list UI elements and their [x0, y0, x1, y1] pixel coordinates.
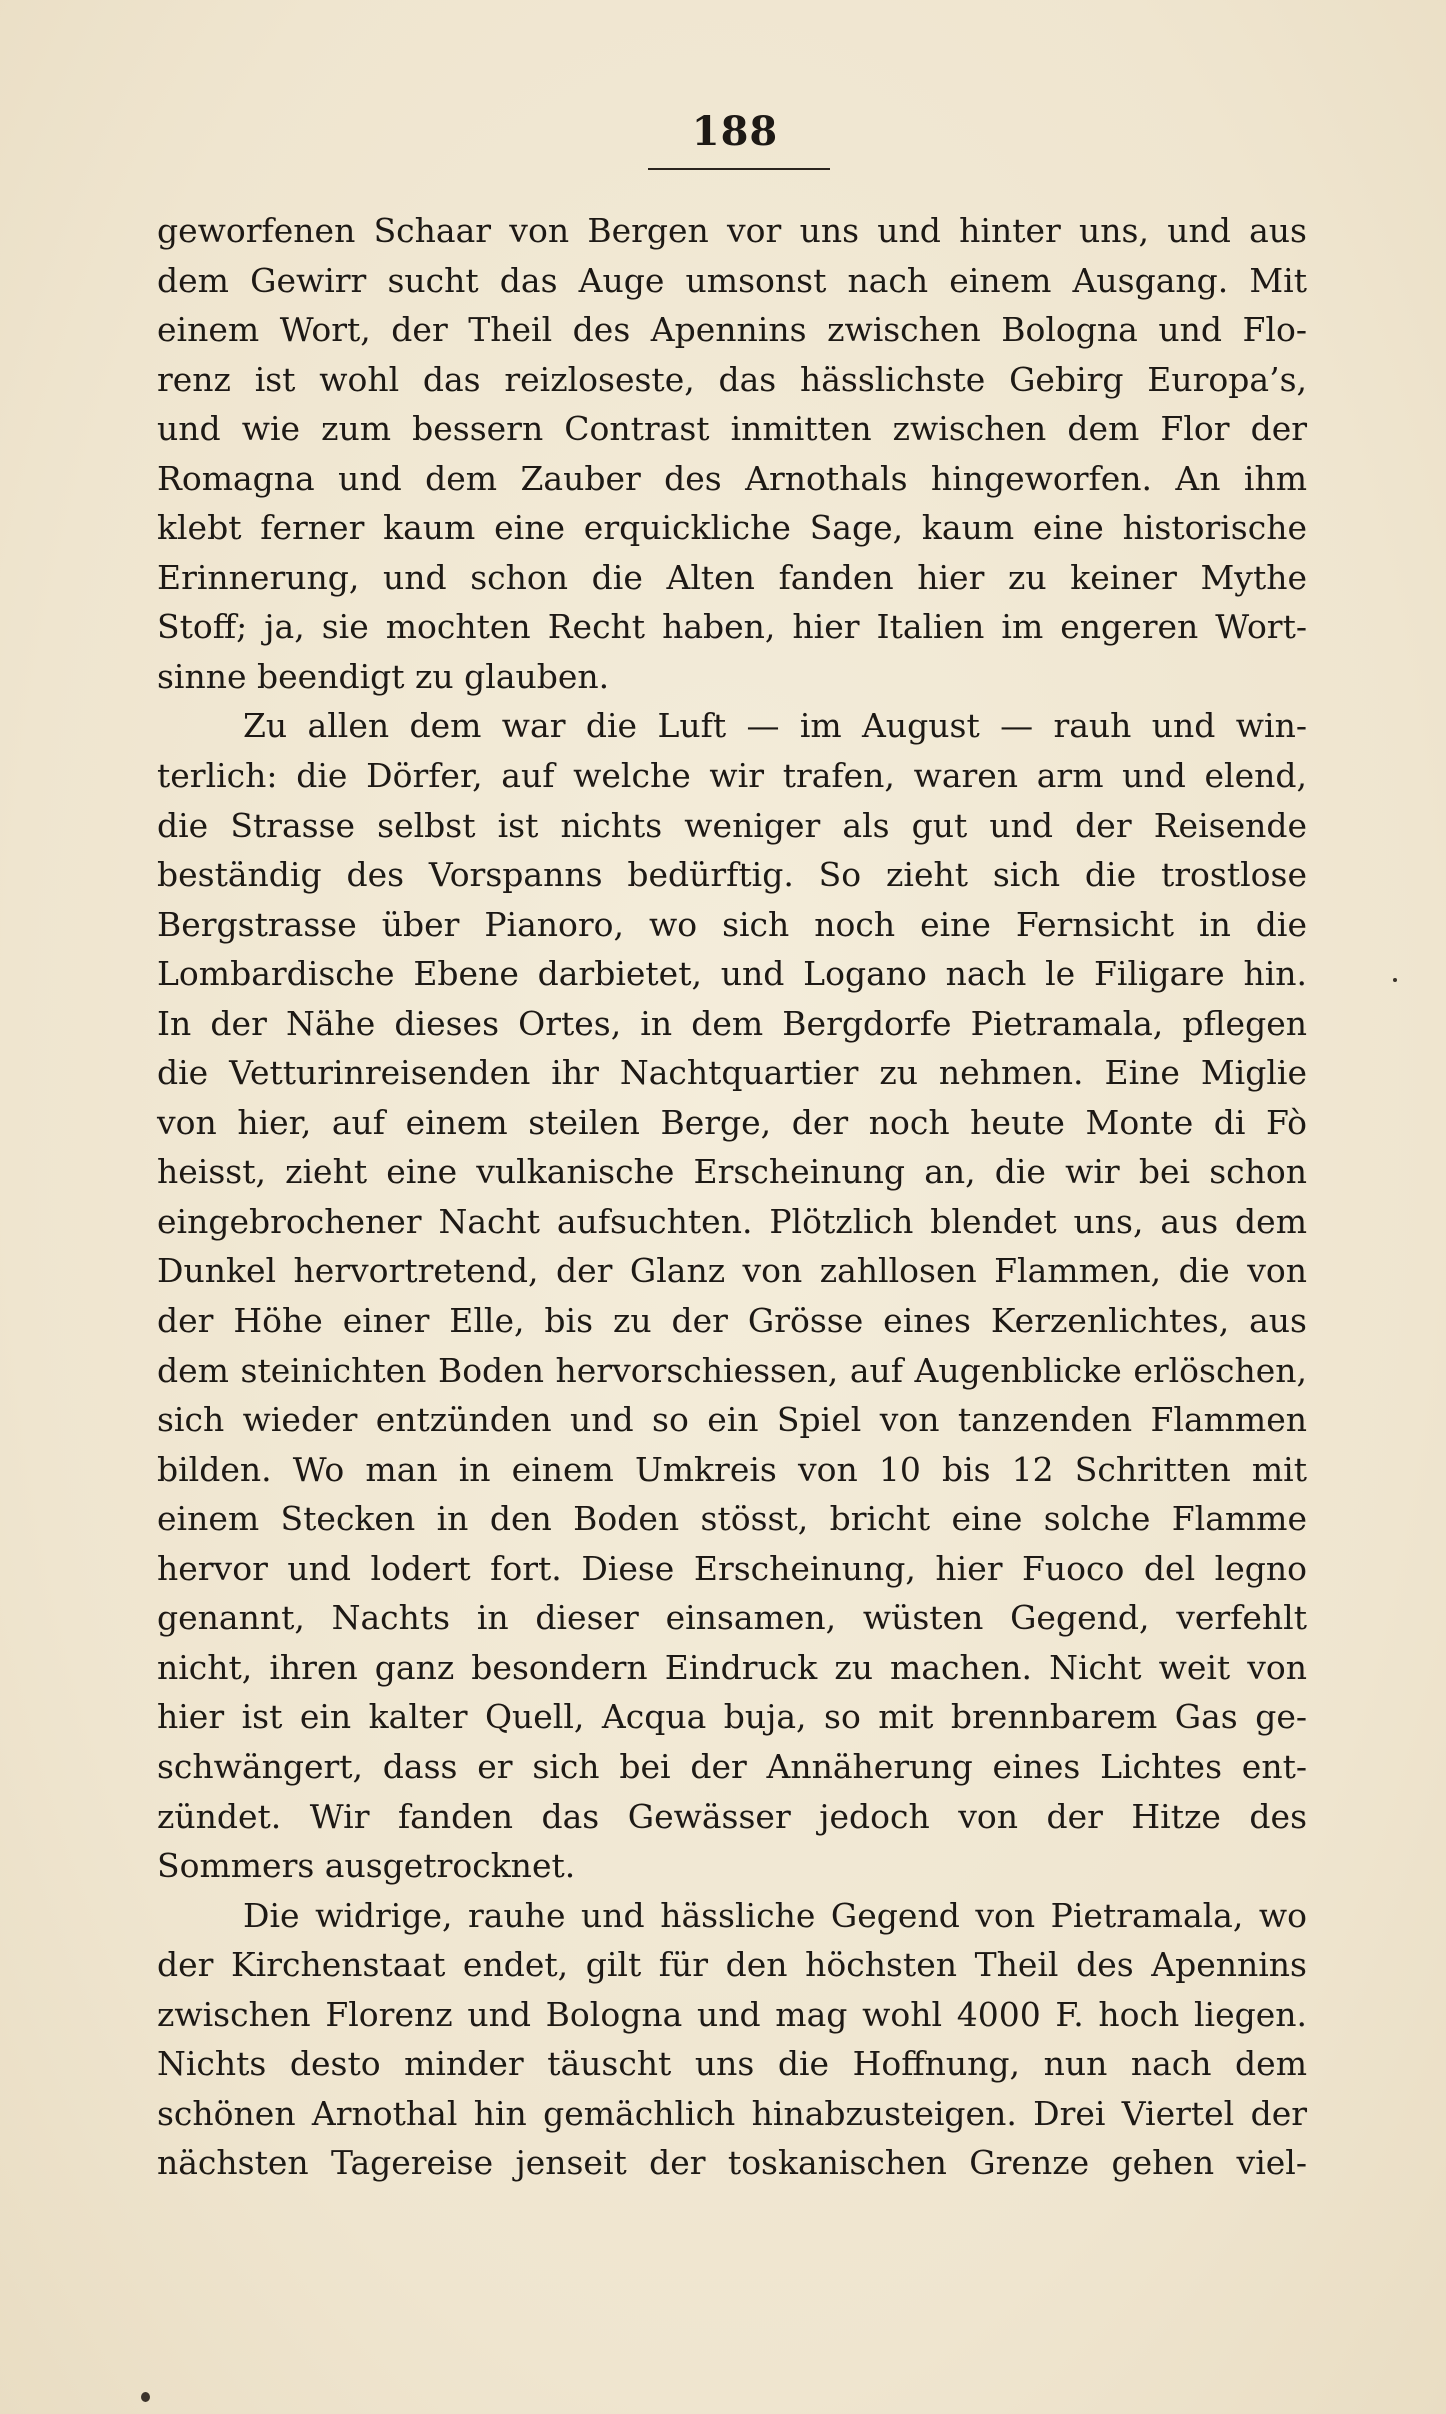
text-line: dem Gewirr sucht das Auge umsonst nach einem Ausgang. Mit: [157, 260, 1307, 300]
text-line: bilden. Wo man in einem Umkreis von 10 bis 12 Schritten mit: [157, 1449, 1307, 1489]
text-line: Lombardische Ebene darbietet, und Logano nach le Filigare hin.: [157, 954, 1307, 994]
text-line: zwischen Florenz und Bologna und mag wohl 4000 F. hoch liegen.: [157, 1994, 1307, 2034]
text-line: die Strasse selbst ist nichts weniger als gut und der Reisende: [157, 805, 1307, 845]
header-rule: [648, 168, 830, 170]
text-line: renz ist wohl das reizloseste, das hässlichste Gebirg Europa’s,: [157, 359, 1307, 399]
print-speck: [141, 2392, 150, 2402]
text-line: eingebrochener Nacht aufsuchten. Plötzlich blendet uns, aus dem: [157, 1201, 1307, 1241]
text-line: terlich: die Dörfer, auf welche wir trafen, waren arm und elend,: [157, 756, 1307, 796]
text-line: genannt, Nachts in dieser einsamen, wüsten Gegend, verfehlt: [157, 1598, 1307, 1638]
text-line: die Vetturinreisenden ihr Nachtquartier zu nehmen. Eine Miglie: [157, 1053, 1307, 1093]
paragraph-start-line: Zu allen dem war die Luft — im August — rauh und win-: [243, 706, 1307, 746]
text-line: sich wieder entzünden und so ein Spiel von tanzenden Flammen: [157, 1400, 1307, 1440]
text-line: und wie zum bessern Contrast inmitten zwischen dem Flor der: [157, 409, 1307, 449]
text-line: einem Stecken in den Boden stösst, bricht eine solche Flamme: [157, 1499, 1307, 1539]
text-line: heisst, zieht eine vulkanische Erscheinung an, die wir bei schon: [157, 1152, 1307, 1192]
text-line: In der Nähe dieses Ortes, in dem Bergdorfe Pietramala, pflegen: [157, 1003, 1307, 1043]
paragraph-end-line: sinne beendigt zu glauben.: [157, 656, 610, 696]
text-line: Bergstrasse über Pianoro, wo sich noch eine Fernsicht in die: [157, 904, 1307, 944]
text-line: hier ist ein kalter Quell, Acqua buja, so mit brennbarem Gas ge-: [157, 1697, 1307, 1737]
text-line: Stoff; ja, sie mochten Recht haben, hier Italien im engeren Wort-: [157, 607, 1307, 647]
text-line: nicht, ihren ganz besondern Eindruck zu machen. Nicht weit von: [157, 1647, 1307, 1687]
text-line: nächsten Tagereise jenseit der toskanischen Grenze gehen viel-: [157, 2143, 1307, 2183]
text-line: beständig des Vorspanns bedürftig. So zieht sich die trostlose: [157, 855, 1307, 895]
text-line: hervor und lodert fort. Diese Erscheinung, hier Fuoco del legno: [157, 1548, 1307, 1588]
text-line: Nichts desto minder täuscht uns die Hoffnung, nun nach dem: [157, 2044, 1307, 2084]
text-line: Erinnerung, und schon die Alten fanden hier zu keiner Mythe: [157, 557, 1307, 597]
text-line: von hier, auf einem steilen Berge, der noch heute Monte di Fò: [157, 1102, 1307, 1142]
body-text: [157, 206, 1307, 2188]
text-line: Dunkel hervortretend, der Glanz von zahllosen Flammen, die von: [157, 1251, 1307, 1291]
text-line: der Kirchenstaat endet, gilt für den höchsten Theil des Apennins: [157, 1945, 1307, 1985]
page-number: 188: [691, 108, 779, 155]
text-line: geworfenen Schaar von Bergen vor uns und hinter uns, und aus: [157, 211, 1307, 250]
text-line: zündet. Wir fanden das Gewässer jedoch von der Hitze des: [157, 1796, 1307, 1836]
text-line: einem Wort, der Theil des Apennins zwischen Bologna und Flo-: [157, 310, 1307, 350]
paragraph-end-line: Sommers ausgetrocknet.: [157, 1846, 576, 1886]
paragraph-start-line: Die widrige, rauhe und hässliche Gegend von Pietramala, wo: [243, 1895, 1307, 1935]
text-line: schwängert, dass er sich bei der Annäherung eines Lichtes ent-: [157, 1746, 1307, 1786]
text-line: Romagna und dem Zauber des Arnothals hingeworfen. An ihm: [157, 458, 1307, 498]
print-speck: [1393, 978, 1397, 982]
text-line: dem steinichten Boden hervorschiessen, auf Augenblicke erlöschen,: [157, 1350, 1307, 1390]
text-line: klebt ferner kaum eine erquickliche Sage, kaum eine historische: [157, 508, 1307, 548]
text-line: schönen Arnothal hin gemächlich hinabzusteigen. Drei Viertel der: [157, 2093, 1307, 2133]
text-line: der Höhe einer Elle, bis zu der Grösse eines Kerzenlichtes, aus: [157, 1301, 1307, 1341]
